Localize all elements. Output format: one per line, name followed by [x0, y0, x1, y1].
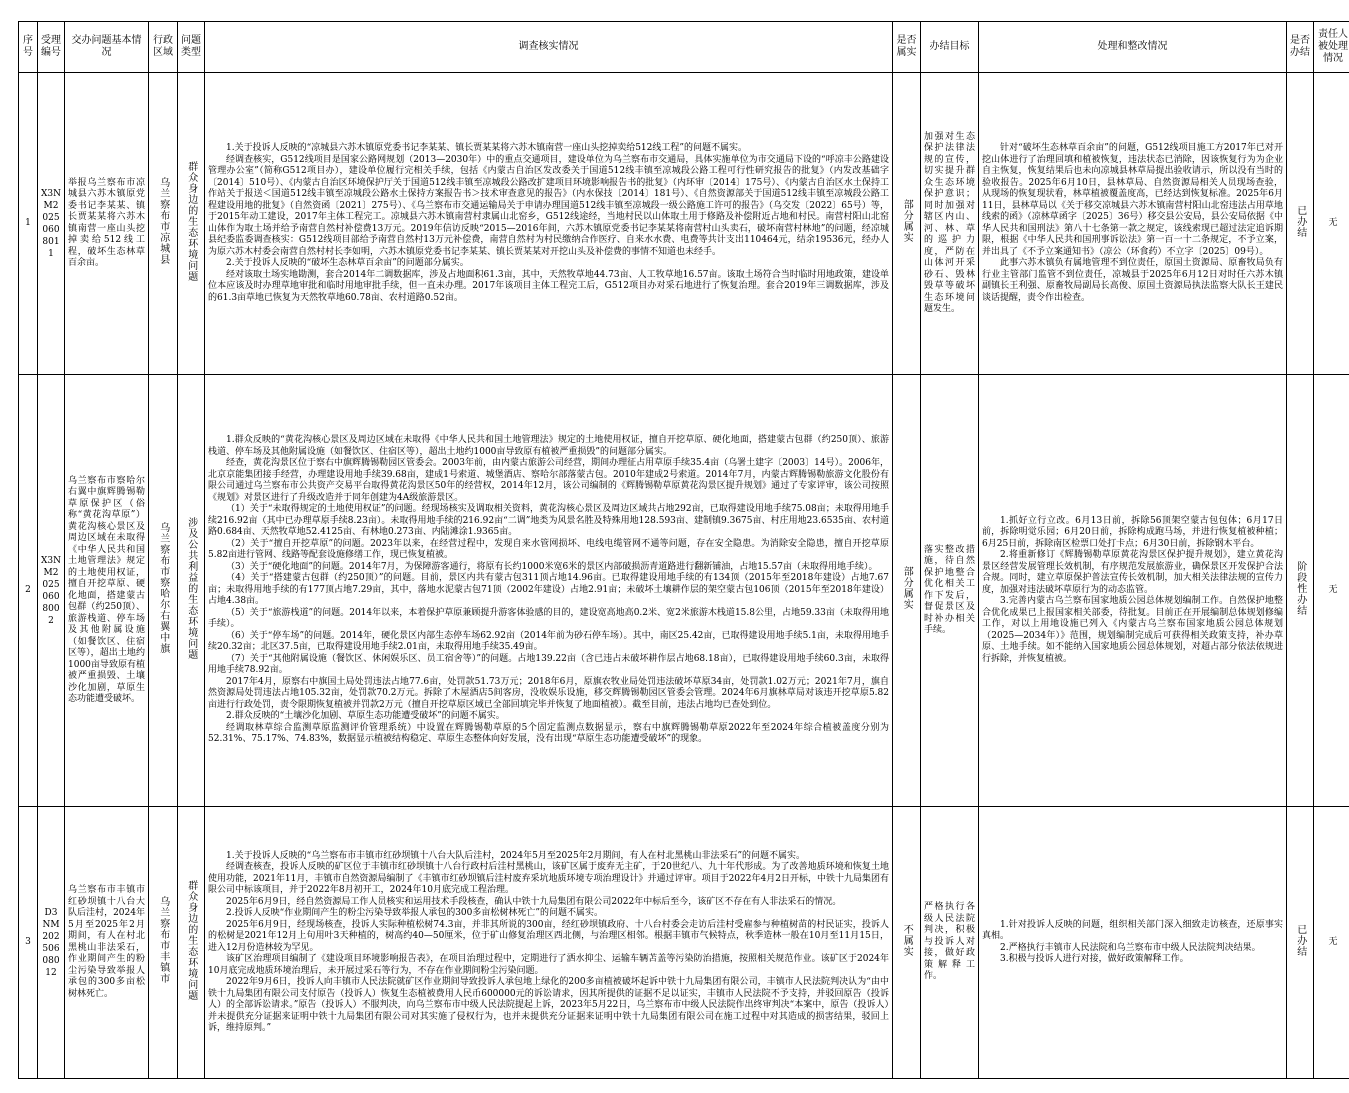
handling-paragraph: 3.积极与投诉人进行对接，做好政策解释工作。	[1000, 954, 1189, 964]
header-summary: 交办问题基本情况	[65, 22, 149, 73]
table-row	[19, 73, 1349, 375]
investigation-paragraph: 2025年6月9日，经自然资源局工作人员核实和运用技术手段核查，确认中铁十九局集团有限公司2022年中标后至今，该矿区不存在有人非法采石的情况。	[226, 896, 842, 907]
row-region: 乌兰察布市丰镇市	[157, 896, 169, 985]
handling-paragraph: 2.严格执行丰镇市人民法院和乌兰察布市中级人民法院判决结果。	[1000, 942, 1261, 953]
investigation-paragraph: 1.关于投诉人反映的“乌兰察布市丰镇市红砂坝镇十八台大队后洼村，2024年5月至2025年2月期间，有人在村北黑桃山非法采石”的问题不属实。	[226, 850, 806, 861]
investigation-paragraph: 经调查核实，G512线项目是国家公路网规划（2013—2030年）中的重点交通项目，建设单位为乌兰察布市交通局，具体实施单位为市交通局下设的“呼凉丰公路建设管理办公室”（简称G512项目办），建设单位履行完相关手续，包括《内蒙古自治区发改委关于国道512线丰镇至凉城段公路工程可行性研究报告的批复》（内发改基础字〔2014〕510号）、《内蒙古自治区环境保护厅关于国道512线丰镇至凉城段公路改扩建项目环境影响报告书的批复》（内环审〔2014〕175号）、《内蒙古自治区水土保持工作站关于报送＜国道512线丰镇至凉城段公路水土保持方案报告书＞技术审查意见的报告》（内水保技〔2014〕181号）、《自然资源部关于国道512线丰镇至凉城段公路工程建设用地的批复》（自然资函〔2021〕275号）、《乌兰察布市交通运输局关于申请办理国道512线丰镇至凉城段一级公路施工许可的报告》（乌交发〔2022〕65号）等，于2015年动工建设，2017年主体工程完工。凉城县六苏木镇南营村隶属山北窑乡，G512线途经，当地村民以山体取土用于修路及补偿附近占地和村民。南营村阳山北窑山体作为取土场并给予南营自然村补偿费13万元。2019年信访反映“2015—2016年间，六苏木镇原党委书记李某某将南营村山头卖石，破坏南营村林地”的问题，经凉城县纪委监委调查核实：G512线项目部给予南营自然村13万元补偿费，南营自然村为村民缴纳合作医疗、自来水水费、电费等共计支出110464元，结余19536元，经办人为原六苏木村委会南营自然村村长李如明，六苏木镇原党委书记李某某、镇长贾某某对开挖山头及补偿费的事情不知道也未经手。	[208, 154, 889, 257]
row-verified: 部分属实	[901, 199, 913, 244]
investigation-paragraph: 经调取林草综合监测草原监测评价管理系统）中设置在辉腾锡勒草原的5个固定监测点数据显示，察右中旗辉腾锡勒草原2022年至2024年综合植被盖度分别为52.31%、75.17%、74.83%，数据显示植被结构稳定、草原生态整体向好发展，没有出现“草原生态功能遭受破坏”的现象。	[208, 722, 889, 745]
case-table	[18, 21, 1349, 1079]
investigation-paragraph: 1.关于投诉人反映的“凉城县六苏木镇原党委书记李某某、镇长贾某某将六苏木镇南营一座山头挖掉卖给512线工程”的问题不属实。	[226, 143, 747, 153]
handling-paragraph: 3.完善内蒙古乌兰察布国家地质公园总体规划编制工作。自然保护地整合优化成果已上报国家相关部委，待批复。目前正在开展编制总体规划修编工作，对以上用地设施已列入《内蒙古乌兰察布国家地质公园总体规划（2025—2034年）》范围，规划编制完成后可获得相关政策支持，补办草原、土地手续。如不能纳入国家地质公园总体规划，对超占部分依法依规进行拆除，并恢复植被。	[982, 596, 1283, 664]
row-summary: 乌兰察布市察哈尔右翼中旗辉腾锡勒草原保护区（俗称“黄花沟草原”）黄花沟核心景区及周边区域在未取得《中华人民共和国土地管理法》规定的土地使用权证，擅自开挖草原、硬化地面，搭建蒙古包群（约250顶）、旅游栈道、停车场及其他附属设施（如餐饮区、住宿区等），超出土地约1000亩导致原有植被严重损毁、土壤沙化加剧，草原生态功能遭受破坏。	[65, 375, 149, 807]
row-handling	[979, 807, 1287, 1079]
row-summary: 乌兰察布市丰镇市红砂坝镇十八台大队后洼村，2024年5月至2025年2月期间，有人在村北黑桃山非法采石，作业期间产生的粉尘污染导致举报人承包的300多亩松树林死亡。	[65, 807, 149, 1079]
row-region: 乌兰察布市察哈尔右翼中旗	[157, 522, 169, 655]
row-handling	[979, 73, 1287, 375]
row-done: 已办结	[1294, 923, 1306, 957]
investigation-paragraph: 经查，黄花沟景区位于察右中旗辉腾锡勒园区管委会。2003年前，由内蒙古旅游公司经营，期间办理征占用草原手续35.4亩（乌署土建字〔2003〕14号）。2006年，北京京能集团接手经营，办理建设用地手续39.68亩，建成1号索道、城堡酒店、察哈尔部落蒙古包。2010年建成2号索道。2014年7月，内蒙古辉腾锡勒旅游文化股份有限公司通过乌兰察布市公共资产交易平台取得黄花沟景区50年的经营权，2014年12月，该公司编制的《辉腾锡勒草原黄花沟景区提升规划》通过了专家评审，该公司按照《规划》对景区进行了升级改造并于同年创建为4A级旅游景区。	[208, 458, 889, 503]
row-goal: 落实整改措施，待自然保护地整合优化相关工作下发后，督促景区及时补办相关手续。	[921, 375, 979, 807]
investigation-paragraph: 经对该取土场实地勘测，套合2014年二调数据库，涉及占地面积61.3亩，其中，天然牧草地44.73亩、人工牧草地16.57亩。该取土场符合当时临时用地政策，建设单位本应该及时办理草地审批和临时用地审批手续，但一直未办理。2017年该项目主体工程完工后，G512项目办对采石地进行了恢复治理。套合2019年三调数据库，涉及的61.3亩草地已恢复为天然牧草地60.78亩、农村道路0.52亩。	[208, 269, 889, 303]
investigation-paragraph: （1）关于“未取得规定的土地使用权证”的问题。经现场核实及调取相关资料，黄花沟核心景区及周边区域共占地292亩，已取得建设用地手续75.08亩；未取得用地手续216.92亩（其中已办理草原手续8.23亩）。未取得用地手续的216.92亩“二调”地类为风景名胜及特殊用地128.593亩、建制镇9.3675亩、村庄用地23.6535亩、农村道路0.684亩、天然牧草地52.4125亩、有林地0.273亩、内陆滩涂1.9365亩。	[208, 504, 889, 538]
header-handling: 处理和整改情况	[979, 22, 1287, 73]
investigation-paragraph: 2.关于投诉人反映的“破坏生态林草百余亩”的问题部分属实。	[226, 258, 469, 268]
header-region: 行政区域	[149, 22, 178, 73]
header-type: 问题类型	[178, 22, 205, 73]
handling-paragraph: 1.针对投诉人反映的问题，组织相关部门深入细致走访核查，还原事实真相。	[982, 919, 1283, 941]
investigation-paragraph: （2）关于“擅自开挖草原”的问题。2023年以来，在经营过程中，发现自来水管网损坏、电线电缆管网不通等问题，存在安全隐患。为消除安全隐患，擅自开挖草原5.82亩进行管网、线路等配套设施修缮工作，现已恢复植被。	[208, 538, 889, 561]
row-verified: 部分属实	[901, 566, 913, 611]
table-row	[19, 807, 1349, 1079]
row-code: X3NM20250608011	[38, 73, 65, 375]
row-type: 涉及公共利益的生态环境问题	[185, 516, 197, 660]
row-done: 阶段性办结	[1294, 560, 1306, 616]
investigation-paragraph: （3）关于“硬化地面”的问题。2014年7月，为保障游客通行，将原有长约1000米宽6米的景区内部破损沥青道路进行翻新铺油，占地15.57亩（未取得用地手续）。	[226, 561, 878, 572]
header-goal: 办结目标	[921, 22, 979, 73]
row-investigation	[205, 73, 893, 375]
handling-paragraph: 1.抓好立行立改。6月13日前，拆除56顶架空蒙古包包体；6月17日前，拆除明觉乐园；6月20日前，拆除构成跑马场，并进行恢复植被种植；6月25日前，拆除南区检票口处打卡点；6月30日前，拆除钢木平台。	[982, 515, 1283, 549]
header-code: 受理编号	[38, 22, 65, 73]
header-done: 是否办结	[1287, 22, 1314, 73]
row-punish: 无	[1314, 73, 1349, 375]
investigation-paragraph: 2025年6月9日，经现场核查，投诉人实际种植松树74.3亩，并非其所说的300亩，经红砂坝镇政府、十八台村委会走访后洼村受雇参与种植树苗的村民证实，投诉人的松树是2021年12月上旬用叶3天种植的，树高约40—50厘米，位于矿山修复治理区西北侧，与治理区相邻。根据丰镇市气候特点，秋季造林一般在10月至11月15日，进入12月份造林较为罕见。	[208, 919, 889, 953]
header-punish: 责任人被处理情况	[1314, 22, 1349, 73]
investigation-paragraph: （5）关于“旅游栈道”的问题。2014年以来，本着保护草原兼顾提升游客体验感的目的，建设宽高地高0.2米、宽2米旅游木栈道15.8公里，占地59.33亩（未取得用地手续）。	[208, 607, 889, 630]
row-type: 群众身边的生态环境问题	[185, 160, 197, 282]
investigation-paragraph: 2022年9月6日，投诉人向丰镇市人民法院就矿区作业期间导致投诉人承包地上绿化的200多亩植被破坏起诉中铁十九局集团有限公司，丰镇市人民法院判决认为“由中铁十九局集团有限公司支付原告（投诉人）恢复生态植被费用人民币600000元的诉讼请求，因其所提供的证据不足以证实，丰镇市人民法院不予支持，并驳回原告（投诉人）的全部诉讼请求。”原告（投诉人）不服判决，向乌兰察布市中级人民法院提起上诉，2023年5月22日，乌兰察布市中级人民法院作出终审判决“本案中，原告（投诉人）并未提供充分证据来证明中铁十九局集团有限公司对其实施了侵权行为，也并未提供充分证据来证明中铁十九局集团有限公司在施工过程中对其造成的损害结果，驳回上诉，维持原判。”	[208, 977, 889, 1033]
investigation-paragraph: 2.群众反映的“土壤沙化加剧、草原生态功能遭受破坏”的问题不属实。	[226, 711, 505, 722]
row-handling	[979, 375, 1287, 807]
investigation-paragraph: 2.投诉人反映“作业期间产生的粉尘污染导致举报人承包的300多亩松树林死亡”的问题不属实。	[226, 908, 603, 918]
row-punish: 无	[1314, 375, 1349, 807]
investigation-paragraph: 1.群众反映的“黄花沟核心景区及周边区域在未取得《中华人民共和国土地管理法》规定的土地使用权证，擅自开挖草原、硬化地面，搭建蒙古包群（约250顶）、旅游栈道、停车场及其他附属设施（如餐饮区、住宿区等），超出土地约1000亩导致原有植被严重损毁”的问题部分属实。	[208, 435, 889, 457]
row-code: D3NM20250608012	[38, 807, 65, 1079]
investigation-paragraph: （6）关于“停车场”的问题。2014年，硬化景区内部生态停车场62.92亩（2014年前为砂石停车场）。其中，南区25.42亩，已取得建设用地手续5.1亩，未取得用地手续20.32亩；北区37.5亩，已取得建设用地手续2.01亩，未取得用地手续35.49亩。	[208, 630, 889, 653]
header-verified: 是否属实	[893, 22, 921, 73]
investigation-paragraph: （4）关于“搭建蒙古包群（约250顶）”的问题。目前，景区内共有蒙古包311顶占地14.96亩。已取得建设用地手续的有134顶（2015年至2018年建设）占地7.67亩；未取得用地手续的有177顶占地7.29亩，其中，落地水泥蒙古包71顶（2002年建设）占地2.91亩；未破坏土壤耕作层的架空蒙古包106顶（2015年至2018年建设）占地4.38亩。	[208, 573, 889, 607]
row-summary: 举报乌兰察布市凉城县六苏木镇原党委书记李某某、镇长贾某某将六苏木镇南营一座山头挖掉卖给512线工程，破坏生态林草百余亩。	[65, 73, 149, 375]
investigation-paragraph: 经调查核查，投诉人反映的矿区位于丰镇市红砂坝镇十八台行政村后洼村黑桃山，该矿区属于废弃无主矿，于20世纪八、九十年代形成。为了改善地质环境和恢复土地使用功能，2021年11月，丰镇市自然资源局编制了《丰镇市红砂坝镇后洼村废弃采坑地质环境专项治理设计》并通过评审。项目于2022年4月2日开标，中铁十九局集团有限公司中标该项目，并于2022年8月初开工，2024年10月底完成工程治理。	[208, 862, 889, 895]
row-type: 群众身边的生态环境问题	[185, 879, 197, 1001]
row-seq: 1	[19, 73, 38, 375]
row-seq: 3	[19, 807, 38, 1079]
row-region: 乌兰察布市凉城县	[157, 177, 169, 266]
header-seq: 序号	[19, 22, 38, 73]
row-seq: 2	[19, 375, 38, 807]
row-done: 已办结	[1294, 204, 1306, 238]
header-investigation: 调查核实情况	[205, 22, 893, 73]
row-investigation	[205, 375, 893, 807]
row-punish: 无	[1314, 807, 1349, 1079]
investigation-paragraph: 该矿区治理项目编制了《建设项目环境影响报告表》，在项目治理过程中，定期进行了洒水抑尘、运输车辆苫盖等污染防治措施，按照相关规范作业。该矿区于2024年10月底完成地质环境治理后，未开展过采石等行为，不存在作业期间粉尘污染问题。	[208, 954, 889, 976]
row-verified: 不属实	[901, 923, 913, 957]
header-row	[19, 22, 1349, 73]
handling-paragraph: 针对“破坏生态林草百余亩”的问题，G512线项目施工方2017年已对开挖山体进行了治理回填和植被恢复，违法状态已消除，因该恢复行为为企业自主恢复，恢复结果后也未向凉城县林草局提出验收请示，所以没有当时的验收报告。2025年6月10日，县林草局、自然资源局相关人员现场查验，从现场的恢复现状看，林草植被覆盖度高，已经达到恢复标准。2025年6月11日，县林草局以《关于移交凉城县六苏木镇南营村阳山北窑违法占用草地线索的函》（凉林草函字〔2025〕36号）移交县公安局，县公安局依据《中华人民共和国刑法》第八十七条第一款之规定，该线索现已超过法定追诉期限，根据《中华人民共和国刑事诉讼法》第一百一十二条规定，不予立案，并出具了《不予立案通知书》（凉公（环食药）不立字〔2025〕09号）。	[982, 143, 1283, 257]
row-goal: 严格执行各级人民法院判决，积极与投诉人对接，做好政策解释工作。	[921, 807, 979, 1079]
row-investigation	[205, 807, 893, 1079]
investigation-paragraph: （7）关于“其他附属设施（餐饮区、休闲娱乐区、员工宿舍等）”的问题。占地139.22亩（含已违占未破坏耕作层占地68.18亩），已取得建设用地手续60.3亩，未取得用地手续78.92亩。	[208, 653, 889, 676]
handling-paragraph: 2.将重新修订《辉腾锡勒草原黄花沟景区保护提升规划》，建立黄花沟景区经营发展管理长效机制，有序规范发展旅游业，确保景区开发保护合法合规。同时，建立草原保护普法宣传长效机制，加大相关法律法规的宣传力度，加强对违法破坏草原行为的动态监管。	[982, 550, 1283, 595]
investigation-paragraph: 2017年4月，原察右中旗国土局处罚违法占地77.6亩，处罚款51.73万元；2018年6月，原旗农牧业局处罚违法破坏草原34亩，处罚款1.02万元；2021年7月，旗自然资源局处罚违法占地105.32亩，处罚款70.2万元。拆除了木屋酒店5间客房，没收娱乐设施，移交辉腾锡勒园区管委会管理。2024年6月旗林草局对该违开挖草原5.82亩进行行政处罚，责令限期恢复植被并罚款2万元（擅自开挖草原区域已全部回填完毕并恢复了地面植被）。截至目前，违法占地均已查处到位。	[208, 676, 889, 710]
row-goal: 加强对生态保护法律法规的宣传，切实提升群众生态环境保护意识；同时加强对辖区内山、河、林、草的巡护力度，严防在山体河开采砂石、毁林毁草等破坏生态环境问题发生。	[921, 73, 979, 375]
row-code: X3NM20250608002	[38, 375, 65, 807]
table-row	[19, 375, 1349, 807]
handling-paragraph: 此事六苏木镇负有属地管理不到位责任，原国土资源局、原畜牧局负有行业主管部门监管不到位责任，凉城县于2025年6月12日对时任六苏木镇副镇长王利强、原畜牧局副局长高俊、原国土资源局执法监察大队长王建民谈话提醒，责令作出检查。	[982, 258, 1283, 303]
